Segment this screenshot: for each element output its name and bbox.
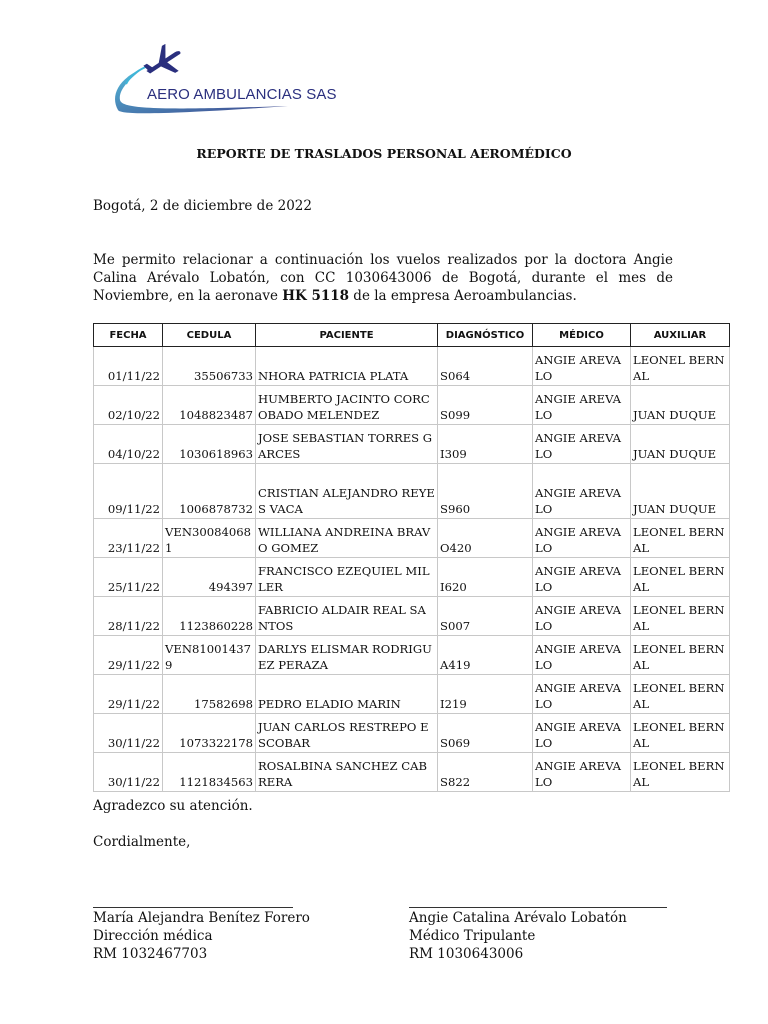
cell-medico: ANGIE AREVALO [533, 714, 631, 753]
cell-medico: ANGIE AREVALO [533, 558, 631, 597]
cell-diagnostico: S822 [438, 753, 533, 792]
table-row [94, 347, 730, 386]
signer-role: Médico Tripulante [409, 928, 536, 944]
signature-line-2 [409, 907, 667, 908]
cell-paciente: DARLYS ELISMAR RODRIGUEZ PERAZA [256, 636, 438, 675]
cell-medico: ANGIE AREVALO [533, 597, 631, 636]
cell-fecha: 30/11/22 [94, 753, 163, 792]
cell-diagnostico: S960 [438, 464, 533, 519]
cell-cedula: 1121834563 [163, 753, 256, 792]
table-row [94, 597, 730, 636]
cell-cedula: 494397 [163, 558, 256, 597]
cell-diagnostico: A419 [438, 636, 533, 675]
col-header-medico: MÉDICO [533, 324, 631, 347]
signer-rm: RM 1032467703 [93, 946, 208, 962]
closing-text: Agradezco su atención. [93, 798, 253, 814]
signer-role: Dirección médica [93, 928, 213, 944]
cell-auxiliar: JUAN DUQUE [631, 425, 730, 464]
cell-medico: ANGIE AREVALO [533, 347, 631, 386]
cell-medico: ANGIE AREVALO [533, 675, 631, 714]
col-header-diagnostico: DIAGNÓSTICO [438, 324, 533, 347]
cell-auxiliar: LEONEL BERNAL [631, 347, 730, 386]
cell-medico: ANGIE AREVALO [533, 753, 631, 792]
cell-medico: ANGIE AREVALO [533, 425, 631, 464]
cell-paciente: FABRICIO ALDAIR REAL SANTOS [256, 597, 438, 636]
cell-auxiliar: LEONEL BERNAL [631, 597, 730, 636]
table-row [94, 675, 730, 714]
cell-paciente: JUAN CARLOS RESTREPO ESCOBAR [256, 714, 438, 753]
cell-paciente: WILLIANA ANDREINA BRAVO GOMEZ [256, 519, 438, 558]
cell-medico: ANGIE AREVALO [533, 464, 631, 519]
cell-cedula: 35506733 [163, 347, 256, 386]
cell-auxiliar: LEONEL BERNAL [631, 675, 730, 714]
cell-cedula: 1006878732 [163, 464, 256, 519]
cell-fecha: 25/11/22 [94, 558, 163, 597]
cell-paciente: NHORA PATRICIA PLATA [256, 347, 438, 386]
cell-fecha: 29/11/22 [94, 636, 163, 675]
cell-cedula: 1123860228 [163, 597, 256, 636]
date-line: Bogotá, 2 de diciembre de 2022 [93, 198, 312, 214]
table-row [94, 386, 730, 425]
intro-paragraph [93, 251, 673, 305]
cell-paciente: ROSALBINA SANCHEZ CABRERA [256, 753, 438, 792]
table-row [94, 714, 730, 753]
flights-table [93, 323, 730, 792]
cell-paciente: HUMBERTO JACINTO CORCOBADO MELENDEZ [256, 386, 438, 425]
cell-auxiliar: LEONEL BERNAL [631, 636, 730, 675]
logo-text: AERO AMBULANCIAS SAS [147, 86, 337, 103]
cell-auxiliar: LEONEL BERNAL [631, 714, 730, 753]
cell-cedula: VEN810014379 [163, 636, 256, 675]
cell-fecha: 02/10/22 [94, 386, 163, 425]
aircraft-id: HK 5118 [282, 288, 350, 304]
cell-diagnostico: S064 [438, 347, 533, 386]
cell-cedula: VEN300840681 [163, 519, 256, 558]
cell-cedula: 1073322178 [163, 714, 256, 753]
col-header-auxiliar: AUXILIAR [631, 324, 730, 347]
table-row [94, 753, 730, 792]
intro-text-end: de la empresa Aeroambulancias. [349, 288, 577, 304]
cell-medico: ANGIE AREVALO [533, 519, 631, 558]
cell-diagnostico: S099 [438, 386, 533, 425]
signer-rm: RM 1030643006 [409, 946, 524, 962]
cell-diagnostico: O420 [438, 519, 533, 558]
cell-fecha: 29/11/22 [94, 675, 163, 714]
cell-auxiliar: JUAN DUQUE [631, 464, 730, 519]
cell-auxiliar: LEONEL BERNAL [631, 519, 730, 558]
regards-text: Cordialmente, [93, 834, 191, 850]
cell-diagnostico: I309 [438, 425, 533, 464]
cell-auxiliar: LEONEL BERNAL [631, 558, 730, 597]
cell-auxiliar: JUAN DUQUE [631, 386, 730, 425]
cell-cedula: 17582698 [163, 675, 256, 714]
cell-diagnostico: I620 [438, 558, 533, 597]
table-row [94, 558, 730, 597]
cell-auxiliar: LEONEL BERNAL [631, 753, 730, 792]
cell-diagnostico: I219 [438, 675, 533, 714]
airplane-icon [108, 44, 298, 114]
table-row [94, 464, 730, 519]
table-row [94, 519, 730, 558]
cell-cedula: 1030618963 [163, 425, 256, 464]
cell-cedula: 1048823487 [163, 386, 256, 425]
cell-fecha: 23/11/22 [94, 519, 163, 558]
cell-paciente: CRISTIAN ALEJANDRO REYES VACA [256, 464, 438, 519]
company-logo [108, 44, 298, 114]
col-header-cedula: CEDULA [163, 324, 256, 347]
cell-fecha: 04/10/22 [94, 425, 163, 464]
cell-fecha: 28/11/22 [94, 597, 163, 636]
signer-name: María Alejandra Benítez Forero [93, 910, 310, 926]
col-header-fecha: FECHA [94, 324, 163, 347]
signer-name: Angie Catalina Arévalo Lobatón [409, 910, 627, 926]
table-row [94, 636, 730, 675]
table-row [94, 425, 730, 464]
signature-block-1 [93, 909, 310, 963]
cell-paciente: JOSE SEBASTIAN TORRES GARCES [256, 425, 438, 464]
cell-medico: ANGIE AREVALO [533, 386, 631, 425]
cell-medico: ANGIE AREVALO [533, 636, 631, 675]
cell-paciente: FRANCISCO EZEQUIEL MILLER [256, 558, 438, 597]
cell-fecha: 30/11/22 [94, 714, 163, 753]
cell-diagnostico: S069 [438, 714, 533, 753]
signature-line-1 [93, 907, 293, 908]
cell-fecha: 09/11/22 [94, 464, 163, 519]
table-header-row [94, 324, 730, 347]
cell-paciente: PEDRO ELADIO MARIN [256, 675, 438, 714]
cell-diagnostico: S007 [438, 597, 533, 636]
page-title: REPORTE DE TRASLADOS PERSONAL AEROMÉDICO [196, 146, 572, 161]
signature-block-2 [409, 909, 627, 963]
col-header-paciente: PACIENTE [256, 324, 438, 347]
intro-text: Me permito relacionar a continuación los vuelos realizados por la doctora Angie Calina Arévalo Lobatón, con CC 1030643006 de Bogotá, durante el mes de Noviembre, en la aeronave [93, 252, 673, 304]
cell-fecha: 01/11/22 [94, 347, 163, 386]
